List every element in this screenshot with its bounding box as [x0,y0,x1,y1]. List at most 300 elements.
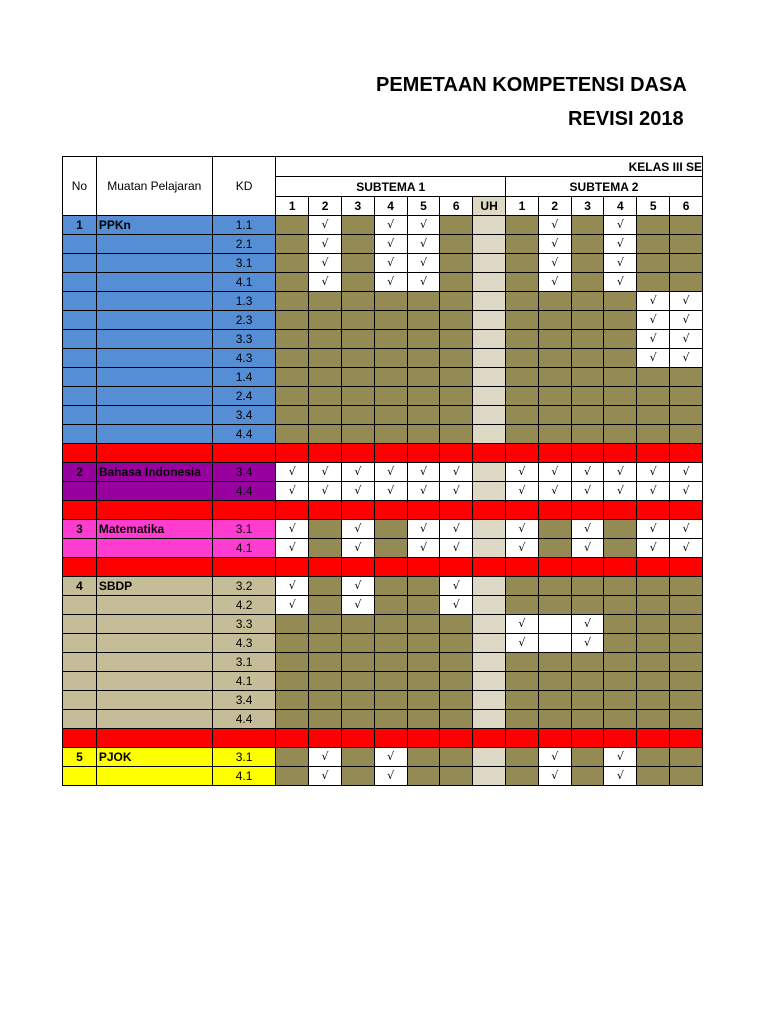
check-cell: √ [407,482,440,501]
subject-name [96,710,212,729]
row-number [63,406,97,425]
check-cell: √ [604,482,637,501]
row-number [63,254,97,273]
table-row [63,577,703,596]
empty-cell [276,216,309,235]
separator-cell [63,444,97,463]
uh-cell [473,368,506,387]
subject-name [96,387,212,406]
separator-cell [276,444,309,463]
row-number [63,311,97,330]
empty-cell [374,292,407,311]
empty-cell [341,767,374,786]
empty-cell [440,691,473,710]
empty-cell [341,349,374,368]
table-row [63,273,703,292]
row-number [63,482,97,501]
check-cell: √ [637,330,670,349]
separator-row [63,558,703,577]
row-number [63,653,97,672]
check-cell: √ [374,482,407,501]
uh-cell [473,539,506,558]
empty-cell [538,330,571,349]
kd-code: 1.4 [212,368,276,387]
empty-cell [309,425,342,444]
table-row [63,691,703,710]
empty-cell [670,425,703,444]
row-number [63,273,97,292]
empty-cell [538,425,571,444]
separator-cell [571,501,604,520]
blank-cell [538,615,571,634]
empty-cell [341,406,374,425]
check-cell: √ [309,748,342,767]
empty-cell [276,767,309,786]
empty-cell [571,748,604,767]
row-number [63,615,97,634]
empty-cell [309,672,342,691]
empty-cell [538,368,571,387]
uh-cell [473,387,506,406]
check-cell: √ [440,596,473,615]
empty-cell [276,311,309,330]
empty-cell [309,596,342,615]
empty-cell [604,577,637,596]
check-cell: √ [506,520,539,539]
empty-cell [440,235,473,254]
empty-cell [604,596,637,615]
subject-name [96,634,212,653]
header-subtema-2: SUBTEMA 2 [506,177,703,197]
separator-cell [637,729,670,748]
separator-cell [407,501,440,520]
empty-cell [407,311,440,330]
check-cell: √ [374,463,407,482]
uh-cell [473,330,506,349]
empty-cell [407,653,440,672]
empty-cell [506,691,539,710]
separator-cell [309,501,342,520]
empty-cell [670,577,703,596]
empty-cell [341,653,374,672]
empty-cell [571,292,604,311]
kd-code: 3.1 [212,748,276,767]
kd-code: 4.1 [212,539,276,558]
empty-cell [440,368,473,387]
empty-cell [637,596,670,615]
table-row [63,520,703,539]
empty-cell [637,577,670,596]
empty-cell [407,425,440,444]
empty-cell [341,216,374,235]
check-cell: √ [538,767,571,786]
separator-cell [407,444,440,463]
separator-cell [309,729,342,748]
empty-cell [341,273,374,292]
check-cell: √ [440,463,473,482]
header-muatan-pelajaran: Muatan Pelajaran [96,157,212,216]
table-row [63,292,703,311]
empty-cell [276,691,309,710]
empty-cell [571,425,604,444]
check-cell: √ [670,520,703,539]
separator-cell [440,729,473,748]
check-cell: √ [670,349,703,368]
separator-cell [670,729,703,748]
check-cell: √ [276,520,309,539]
check-cell: √ [374,235,407,254]
empty-cell [374,368,407,387]
empty-cell [440,349,473,368]
check-cell: √ [506,463,539,482]
subject-name [96,311,212,330]
check-cell: √ [341,577,374,596]
table-row [63,235,703,254]
kd-code: 3.4 [212,691,276,710]
empty-cell [407,577,440,596]
empty-cell [571,577,604,596]
empty-cell [571,311,604,330]
mapping-table [62,156,703,786]
separator-cell [473,444,506,463]
kd-code: 3.4 [212,406,276,425]
empty-cell [670,653,703,672]
row-number [63,710,97,729]
kd-code: 3.1 [212,254,276,273]
check-cell: √ [538,748,571,767]
empty-cell [276,634,309,653]
check-cell: √ [440,577,473,596]
empty-cell [506,653,539,672]
separator-cell [407,558,440,577]
check-cell: √ [374,748,407,767]
separator-cell [604,501,637,520]
separator-row [63,444,703,463]
empty-cell [309,539,342,558]
empty-cell [276,330,309,349]
empty-cell [374,406,407,425]
empty-cell [440,330,473,349]
row-number [63,691,97,710]
table-row [63,615,703,634]
empty-cell [341,672,374,691]
empty-cell [309,406,342,425]
empty-cell [506,425,539,444]
header-kelas: KELAS III SE [276,157,703,177]
empty-cell [637,406,670,425]
table-row [63,748,703,767]
empty-cell [604,292,637,311]
empty-cell [538,653,571,672]
empty-cell [506,235,539,254]
empty-cell [670,216,703,235]
header-subtema-2-col: 1 [506,197,539,216]
uh-cell [473,615,506,634]
empty-cell [276,615,309,634]
kd-code: 4.1 [212,672,276,691]
empty-cell [374,520,407,539]
subject-name [96,330,212,349]
separator-cell [374,558,407,577]
separator-cell [473,729,506,748]
empty-cell [670,368,703,387]
empty-cell [637,254,670,273]
empty-cell [407,387,440,406]
separator-cell [538,729,571,748]
empty-cell [309,615,342,634]
empty-cell [276,653,309,672]
empty-cell [309,577,342,596]
empty-cell [341,235,374,254]
row-number: 4 [63,577,97,596]
empty-cell [604,425,637,444]
separator-cell [604,558,637,577]
header-subtema-2-col: 5 [637,197,670,216]
subject-name [96,539,212,558]
empty-cell [538,311,571,330]
empty-cell [440,406,473,425]
empty-cell [309,349,342,368]
row-number [63,425,97,444]
separator-cell [341,501,374,520]
empty-cell [374,691,407,710]
empty-cell [506,349,539,368]
separator-cell [440,444,473,463]
separator-cell [670,444,703,463]
subject-name [96,767,212,786]
separator-cell [63,558,97,577]
empty-cell [374,577,407,596]
empty-cell [604,634,637,653]
empty-cell [571,349,604,368]
header-subtema-2-col: 6 [670,197,703,216]
empty-cell [276,387,309,406]
check-cell: √ [341,463,374,482]
empty-cell [374,330,407,349]
header-subtema-1-col: 2 [309,197,342,216]
empty-cell [506,254,539,273]
empty-cell [407,634,440,653]
row-number [63,596,97,615]
empty-cell [309,520,342,539]
check-cell: √ [604,254,637,273]
check-cell: √ [604,235,637,254]
empty-cell [604,330,637,349]
row-number [63,634,97,653]
separator-cell [96,501,212,520]
kd-code: 1.1 [212,216,276,235]
subject-name [96,349,212,368]
empty-cell [670,387,703,406]
header-subtema-1: SUBTEMA 1 [276,177,506,197]
empty-cell [506,368,539,387]
empty-cell [506,292,539,311]
separator-cell [670,501,703,520]
empty-cell [374,615,407,634]
separator-cell [571,729,604,748]
row-number [63,368,97,387]
header-subtema-2-col: 3 [571,197,604,216]
check-cell: √ [341,520,374,539]
uh-cell [473,349,506,368]
separator-cell [506,729,539,748]
table-row [63,672,703,691]
subject-name: Bahasa Indonesia [96,463,212,482]
empty-cell [407,672,440,691]
check-cell: √ [276,539,309,558]
check-cell: √ [538,482,571,501]
separator-cell [440,558,473,577]
uh-cell [473,767,506,786]
empty-cell [407,330,440,349]
empty-cell [374,653,407,672]
empty-cell [309,653,342,672]
empty-cell [341,254,374,273]
separator-cell [637,444,670,463]
empty-cell [407,748,440,767]
table-row [63,311,703,330]
uh-cell [473,577,506,596]
table-row [63,463,703,482]
empty-cell [637,615,670,634]
table-row [63,710,703,729]
empty-cell [341,368,374,387]
table-row [63,634,703,653]
check-cell: √ [604,463,637,482]
empty-cell [571,767,604,786]
header-subtema-1-col: 6 [440,197,473,216]
empty-cell [637,672,670,691]
separator-cell [212,444,276,463]
empty-cell [506,406,539,425]
empty-cell [571,387,604,406]
empty-cell [374,634,407,653]
separator-cell [96,444,212,463]
check-cell: √ [637,311,670,330]
row-number [63,235,97,254]
check-cell: √ [374,216,407,235]
row-number [63,330,97,349]
uh-cell [473,311,506,330]
empty-cell [341,710,374,729]
header-no: No [63,157,97,216]
separator-cell [63,729,97,748]
empty-cell [637,235,670,254]
uh-cell [473,235,506,254]
check-cell: √ [604,748,637,767]
kd-code: 3.1 [212,653,276,672]
empty-cell [571,691,604,710]
empty-cell [374,349,407,368]
uh-cell [473,691,506,710]
check-cell: √ [637,539,670,558]
empty-cell [538,577,571,596]
check-cell: √ [440,482,473,501]
separator-cell [374,729,407,748]
subject-name: Matematika [96,520,212,539]
check-cell: √ [309,254,342,273]
empty-cell [637,748,670,767]
separator-cell [276,501,309,520]
empty-cell [440,254,473,273]
check-cell: √ [407,254,440,273]
separator-cell [506,444,539,463]
empty-cell [440,653,473,672]
table-row [63,368,703,387]
empty-cell [637,425,670,444]
check-cell: √ [407,463,440,482]
row-number: 3 [63,520,97,539]
separator-cell [637,501,670,520]
row-number [63,387,97,406]
empty-cell [440,273,473,292]
empty-cell [440,634,473,653]
document-title: PEMETAAN KOMPETENSI DASA [376,74,687,96]
empty-cell [670,615,703,634]
empty-cell [276,710,309,729]
empty-cell [407,368,440,387]
subject-name [96,292,212,311]
empty-cell [538,672,571,691]
empty-cell [538,596,571,615]
kd-code: 4.4 [212,482,276,501]
check-cell: √ [571,615,604,634]
separator-cell [374,444,407,463]
empty-cell [670,691,703,710]
check-cell: √ [670,482,703,501]
empty-cell [637,216,670,235]
empty-cell [670,273,703,292]
empty-cell [341,691,374,710]
table-row [63,330,703,349]
empty-cell [309,710,342,729]
empty-cell [407,406,440,425]
separator-cell [506,558,539,577]
separator-cell [506,501,539,520]
separator-cell [670,558,703,577]
empty-cell [440,387,473,406]
check-cell: √ [670,463,703,482]
empty-cell [440,767,473,786]
empty-cell [276,254,309,273]
empty-cell [309,387,342,406]
subject-name [96,653,212,672]
empty-cell [440,216,473,235]
empty-cell [374,425,407,444]
check-cell: √ [407,235,440,254]
separator-cell [341,558,374,577]
kd-code: 4.1 [212,273,276,292]
empty-cell [506,672,539,691]
separator-cell [637,558,670,577]
empty-cell [506,216,539,235]
check-cell: √ [506,482,539,501]
check-cell: √ [506,615,539,634]
empty-cell [637,634,670,653]
empty-cell [407,596,440,615]
check-cell: √ [309,216,342,235]
empty-cell [506,596,539,615]
header-subtema-1-col: 3 [341,197,374,216]
check-cell: √ [276,463,309,482]
empty-cell [309,634,342,653]
uh-cell [473,748,506,767]
empty-cell [309,368,342,387]
empty-cell [604,368,637,387]
check-cell: √ [309,235,342,254]
table-row [63,387,703,406]
separator-cell [341,729,374,748]
